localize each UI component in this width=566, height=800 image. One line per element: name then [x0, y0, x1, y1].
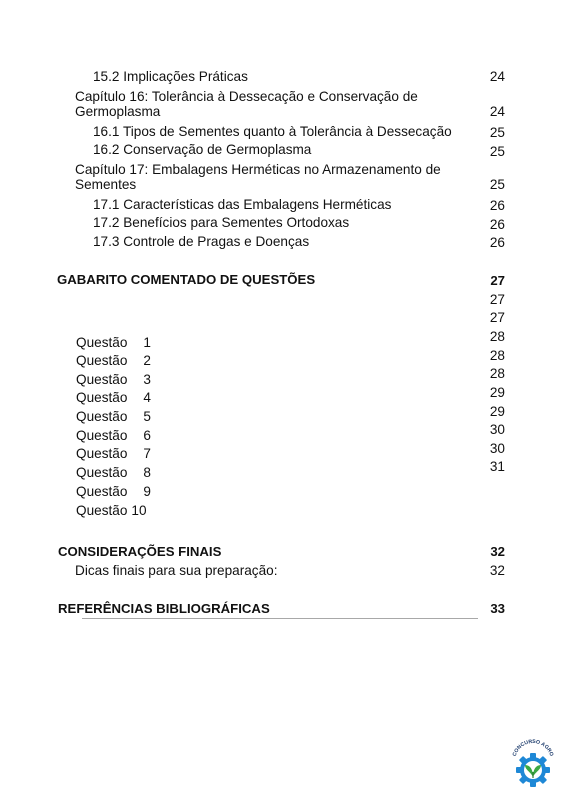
- question-word: Questão: [76, 428, 128, 443]
- toc-question-5[interactable]: [76, 409, 151, 425]
- toc-page-referencias: 33: [490, 601, 505, 616]
- toc-chapter-17-line1[interactable]: Capítulo 17: Embalagens Herméticas no Armazenamento de: [75, 162, 441, 177]
- toc-page-17-1: 26: [489, 198, 505, 213]
- question-number: 8: [143, 465, 151, 480]
- toc-page-question: 30: [489, 441, 505, 456]
- toc-heading-gabarito[interactable]: GABARITO COMENTADO DE QUESTÕES: [57, 272, 316, 287]
- toc-question-4[interactable]: [76, 390, 151, 406]
- toc-question-3[interactable]: [76, 372, 151, 388]
- toc-page-question: 31: [489, 459, 505, 474]
- toc-page-question: 29: [489, 385, 505, 400]
- question-number: 10: [131, 503, 147, 518]
- divider-line: [82, 618, 478, 619]
- toc-page-gabarito: 27: [490, 273, 505, 288]
- toc-question-1[interactable]: [76, 335, 151, 351]
- toc-chapter-16-line1[interactable]: Capítulo 16: Tolerância à Dessecação e Conservação de: [75, 89, 418, 104]
- question-word: Questão: [76, 353, 128, 368]
- question-number: 5: [143, 409, 151, 424]
- toc-heading-referencias[interactable]: REFERÊNCIAS BIBLIOGRÁFICAS: [58, 601, 270, 616]
- question-number: 4: [143, 390, 151, 405]
- question-number: 6: [143, 428, 151, 443]
- toc-page-16-2: 25: [489, 144, 505, 159]
- gear-icon: [516, 753, 550, 787]
- toc-page-question: 27: [489, 310, 505, 325]
- toc-page-17-3: 26: [489, 235, 505, 250]
- question-number: 7: [143, 446, 151, 461]
- toc-entry-16-2[interactable]: 16.2 Conservação de Germoplasma: [93, 142, 312, 157]
- toc-page-question: 30: [489, 422, 505, 437]
- question-number: 1: [143, 335, 151, 350]
- toc-entry-dicas[interactable]: Dicas finais para sua preparação:: [75, 563, 278, 578]
- concurso-agro-logo: [508, 736, 558, 788]
- toc-page-16-1: 25: [489, 125, 505, 140]
- toc-page-question: 28: [489, 348, 505, 363]
- question-word: Questão: [76, 465, 128, 480]
- question-word: Questão: [76, 335, 128, 350]
- toc-page-consideracoes: 32: [490, 544, 505, 559]
- toc-page-17-2: 26: [489, 217, 505, 232]
- toc-question-8[interactable]: [76, 465, 151, 481]
- toc-chapter-16-line2[interactable]: Germoplasma: [75, 104, 161, 119]
- toc-entry-17-3[interactable]: 17.3 Controle de Pragas e Doenças: [93, 234, 310, 249]
- toc-page-question: 28: [489, 366, 505, 381]
- toc-page-15-2: 24: [489, 69, 505, 84]
- toc-entry-15-2[interactable]: 15.2 Implicações Práticas: [93, 69, 248, 84]
- question-word: Questão: [76, 446, 128, 461]
- question-word: Questão: [76, 372, 128, 387]
- toc-page-question: 28: [489, 329, 505, 344]
- toc-question-7[interactable]: [76, 446, 151, 462]
- toc-question-2[interactable]: [76, 353, 151, 369]
- logo-text: CONCURSO AGRO: [511, 738, 555, 758]
- question-word: Questão: [76, 409, 128, 424]
- toc-entry-16-1[interactable]: 16.1 Tipos de Sementes quanto à Tolerância à Dessecação: [93, 124, 452, 139]
- question-word: Questão: [76, 503, 128, 518]
- toc-heading-consideracoes[interactable]: CONSIDERAÇÕES FINAIS: [58, 544, 222, 559]
- toc-question-6[interactable]: [76, 428, 151, 444]
- toc-entry-17-1[interactable]: 17.1 Características das Embalagens Herméticas: [93, 197, 392, 212]
- question-number: 2: [143, 353, 151, 368]
- toc-entry-17-2[interactable]: 17.2 Benefícios para Sementes Ortodoxas: [93, 215, 350, 230]
- toc-page-question: 29: [489, 404, 505, 419]
- toc-page-ch16: 24: [489, 104, 505, 119]
- toc-page-ch17: 25: [489, 177, 505, 192]
- toc-page-dicas: 32: [489, 563, 505, 578]
- toc-chapter-17-line2[interactable]: Sementes: [75, 177, 137, 192]
- question-number: 3: [143, 372, 151, 387]
- question-word: Questão: [76, 390, 128, 405]
- question-number: 9: [143, 484, 151, 499]
- toc-question-10[interactable]: [76, 503, 147, 519]
- question-word: Questão: [76, 484, 128, 499]
- toc-page-question: 27: [489, 292, 505, 307]
- toc-question-9[interactable]: [76, 484, 151, 500]
